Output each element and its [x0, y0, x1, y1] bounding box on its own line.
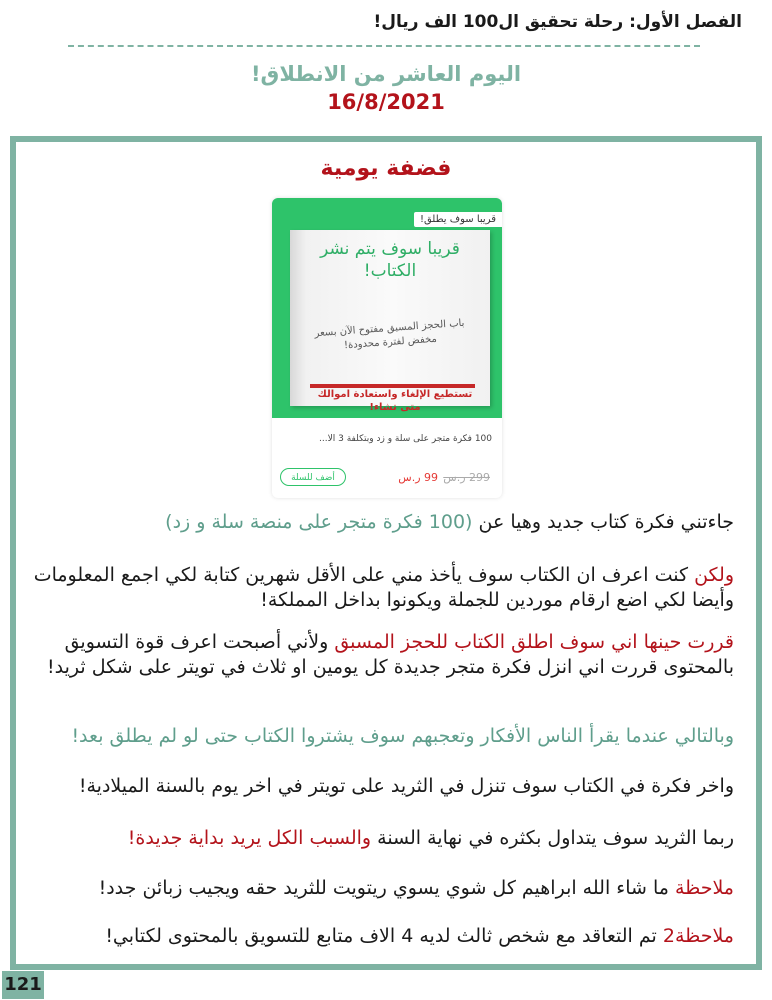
old-price: 299 ر.س — [443, 471, 490, 484]
p3-text: ولأني أصبحت اعرف قوة التسويق بالمحتوى قررت اني انزل فكرة متجر جديدة كل يومين او ثلاث في تويتر على شكل ثريد! — [47, 631, 734, 678]
p3-highlight: قررت حينها اني سوف اطلق الكتاب للحجز المسبق — [334, 631, 734, 653]
paragraph-4: وبالتالي عندما يقرأ الناس الأفكار وتعجبهم سوف يشتروا الكتاب حتى لو لم يطلق بعد! — [71, 725, 734, 747]
note-2-text: تم التعاقد مع شخص ثالث لديه 4 الاف متابع للتسويق بالمحتوى لكتابي! — [105, 925, 663, 947]
p6-text: ربما الثريد سوف يتداول بكثره في نهاية السنة — [371, 827, 734, 849]
add-to-cart-button[interactable]: أضف للسلة — [280, 468, 346, 486]
paragraph-1 — [26, 510, 734, 535]
dashed-divider — [68, 45, 700, 47]
paragraph-6 — [26, 826, 734, 851]
note-1-label: ملاحظة — [674, 877, 734, 899]
page-number: 121 — [2, 971, 44, 999]
p1-highlight: (100 فكرة متجر على منصة سلة و زد) — [165, 511, 473, 533]
p2-highlight: ولكن — [694, 564, 734, 586]
product-card[interactable] — [272, 198, 502, 498]
daily-vent-box — [10, 136, 762, 970]
coming-soon-tag: قريبا سوف يطلق! — [414, 212, 502, 227]
day-date: 16/8/2021 — [327, 90, 445, 114]
new-price: 99 ر.س — [398, 471, 438, 484]
paragraph-2 — [26, 563, 734, 613]
product-description[interactable]: 100 فكرة متجر على سلة و زد وبتكلفة 3 آلا... — [319, 434, 492, 444]
p1-text: جاءتني فكرة كتاب جديد وهيا عن — [472, 511, 734, 533]
day-title: اليوم العاشر من الانطلاق! — [250, 62, 522, 86]
note-1-text: ما شاء الله ابراهيم كل شوي يسوي ريتويت للثريد حقه ويجيب زبائن جدد! — [98, 877, 675, 899]
p2-text: كنت اعرف ان الكتاب سوف يأخذ مني على الأقل شهرين كتابة لكي اجمع المعلومات وأيضا لكي اضع ارقام موردين للجملة ويكونوا بداخل المملكة! — [33, 564, 734, 611]
book-cancel-note: تستطيع الإلغاء واستعادة اموالك متى تشاء! — [317, 389, 473, 413]
note-1 — [26, 876, 734, 901]
note-2-label: ملاحظة2 — [662, 925, 734, 947]
box-title: فضفة يومية — [320, 156, 452, 181]
note-2 — [26, 924, 734, 949]
book-subtitle: باب الحجز المسبق مفتوح الآن بسعر مخفض لفترة محدودة! — [314, 317, 465, 352]
chapter-heading: الفصل الأول: رحلة تحقيق ال100 الف ريال! — [373, 12, 742, 32]
paragraph-3 — [26, 630, 734, 680]
book-cover — [290, 230, 490, 413]
product-footer — [280, 468, 494, 490]
product-image — [272, 198, 502, 418]
p6-highlight: والسبب الكل يريد بداية جديدة! — [127, 827, 372, 849]
book-title: قريبا سوف يتم نشر الكتاب! — [320, 239, 460, 281]
paragraph-5: واخر فكرة في الكتاب سوف تنزل في الثريد على تويتر في اخر يوم بالسنة الميلادية! — [78, 775, 734, 797]
